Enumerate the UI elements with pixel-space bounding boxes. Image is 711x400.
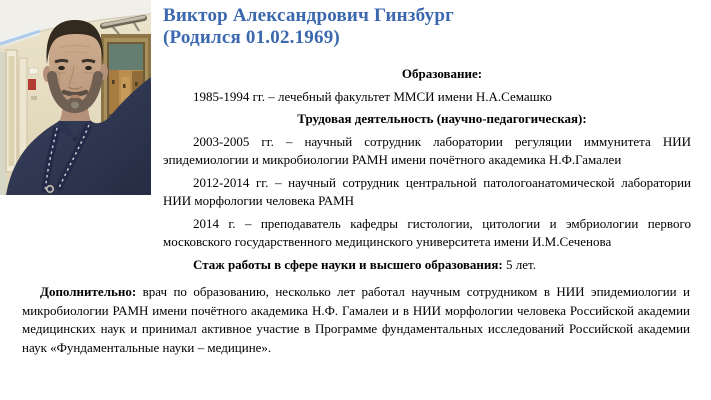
additional-paragraph: [22, 283, 690, 357]
work-heading: Трудовая деятельность (научно-педагогическая):: [297, 111, 587, 126]
additional-label: Дополнительно:: [40, 284, 137, 299]
work-item: 2014 г. – преподаватель кафедры гистологии, цитологии и эмбриологии первого московского государственного медицинского университета имени И.М.Сеченова: [163, 215, 691, 249]
page-title-line2: (Родился 01.02.1969): [163, 27, 340, 48]
page-title-line1: Виктор Александрович Гинзбург: [163, 5, 454, 26]
education-heading: Образование:: [401, 66, 483, 81]
title-block: [163, 5, 703, 49]
experience-value: 5 лет.: [502, 256, 536, 272]
resume-content: [163, 65, 691, 278]
education-item: 1985-1994 гг. – лечебный факультет ММСИ имени Н.А.Семашко: [193, 88, 552, 104]
experience-line: [163, 256, 691, 275]
experience-label: Стаж работы в сфере науки и высшего образования:: [193, 256, 503, 272]
portrait-photo-illustration: [0, 0, 151, 195]
additional-text: врач по образованию, несколько лет работал научным сотрудником в НИИ эпидемиологии и микробиологии РАМН имени почётного академика Н.Ф. Гамалеи и в НИИ морфологии человека Российской академии медицинских наук и принимал активное участие в Программе фундаментальных исследований Российской академии наук «Фундаментальные науки – медицине».: [22, 284, 690, 355]
profile-photo: [0, 0, 151, 195]
work-item: 2012-2014 гг. – научный сотрудник центральной патологоанатомической лаборатории НИИ морфологии человека РАМН: [163, 174, 691, 208]
work-item: 2003-2005 гг. – научный сотрудник лаборатории регуляции иммунитета НИИ эпидемиологии и микробиологии РАМН имени почётного академика Н.Ф.Гамалеи: [163, 133, 691, 167]
